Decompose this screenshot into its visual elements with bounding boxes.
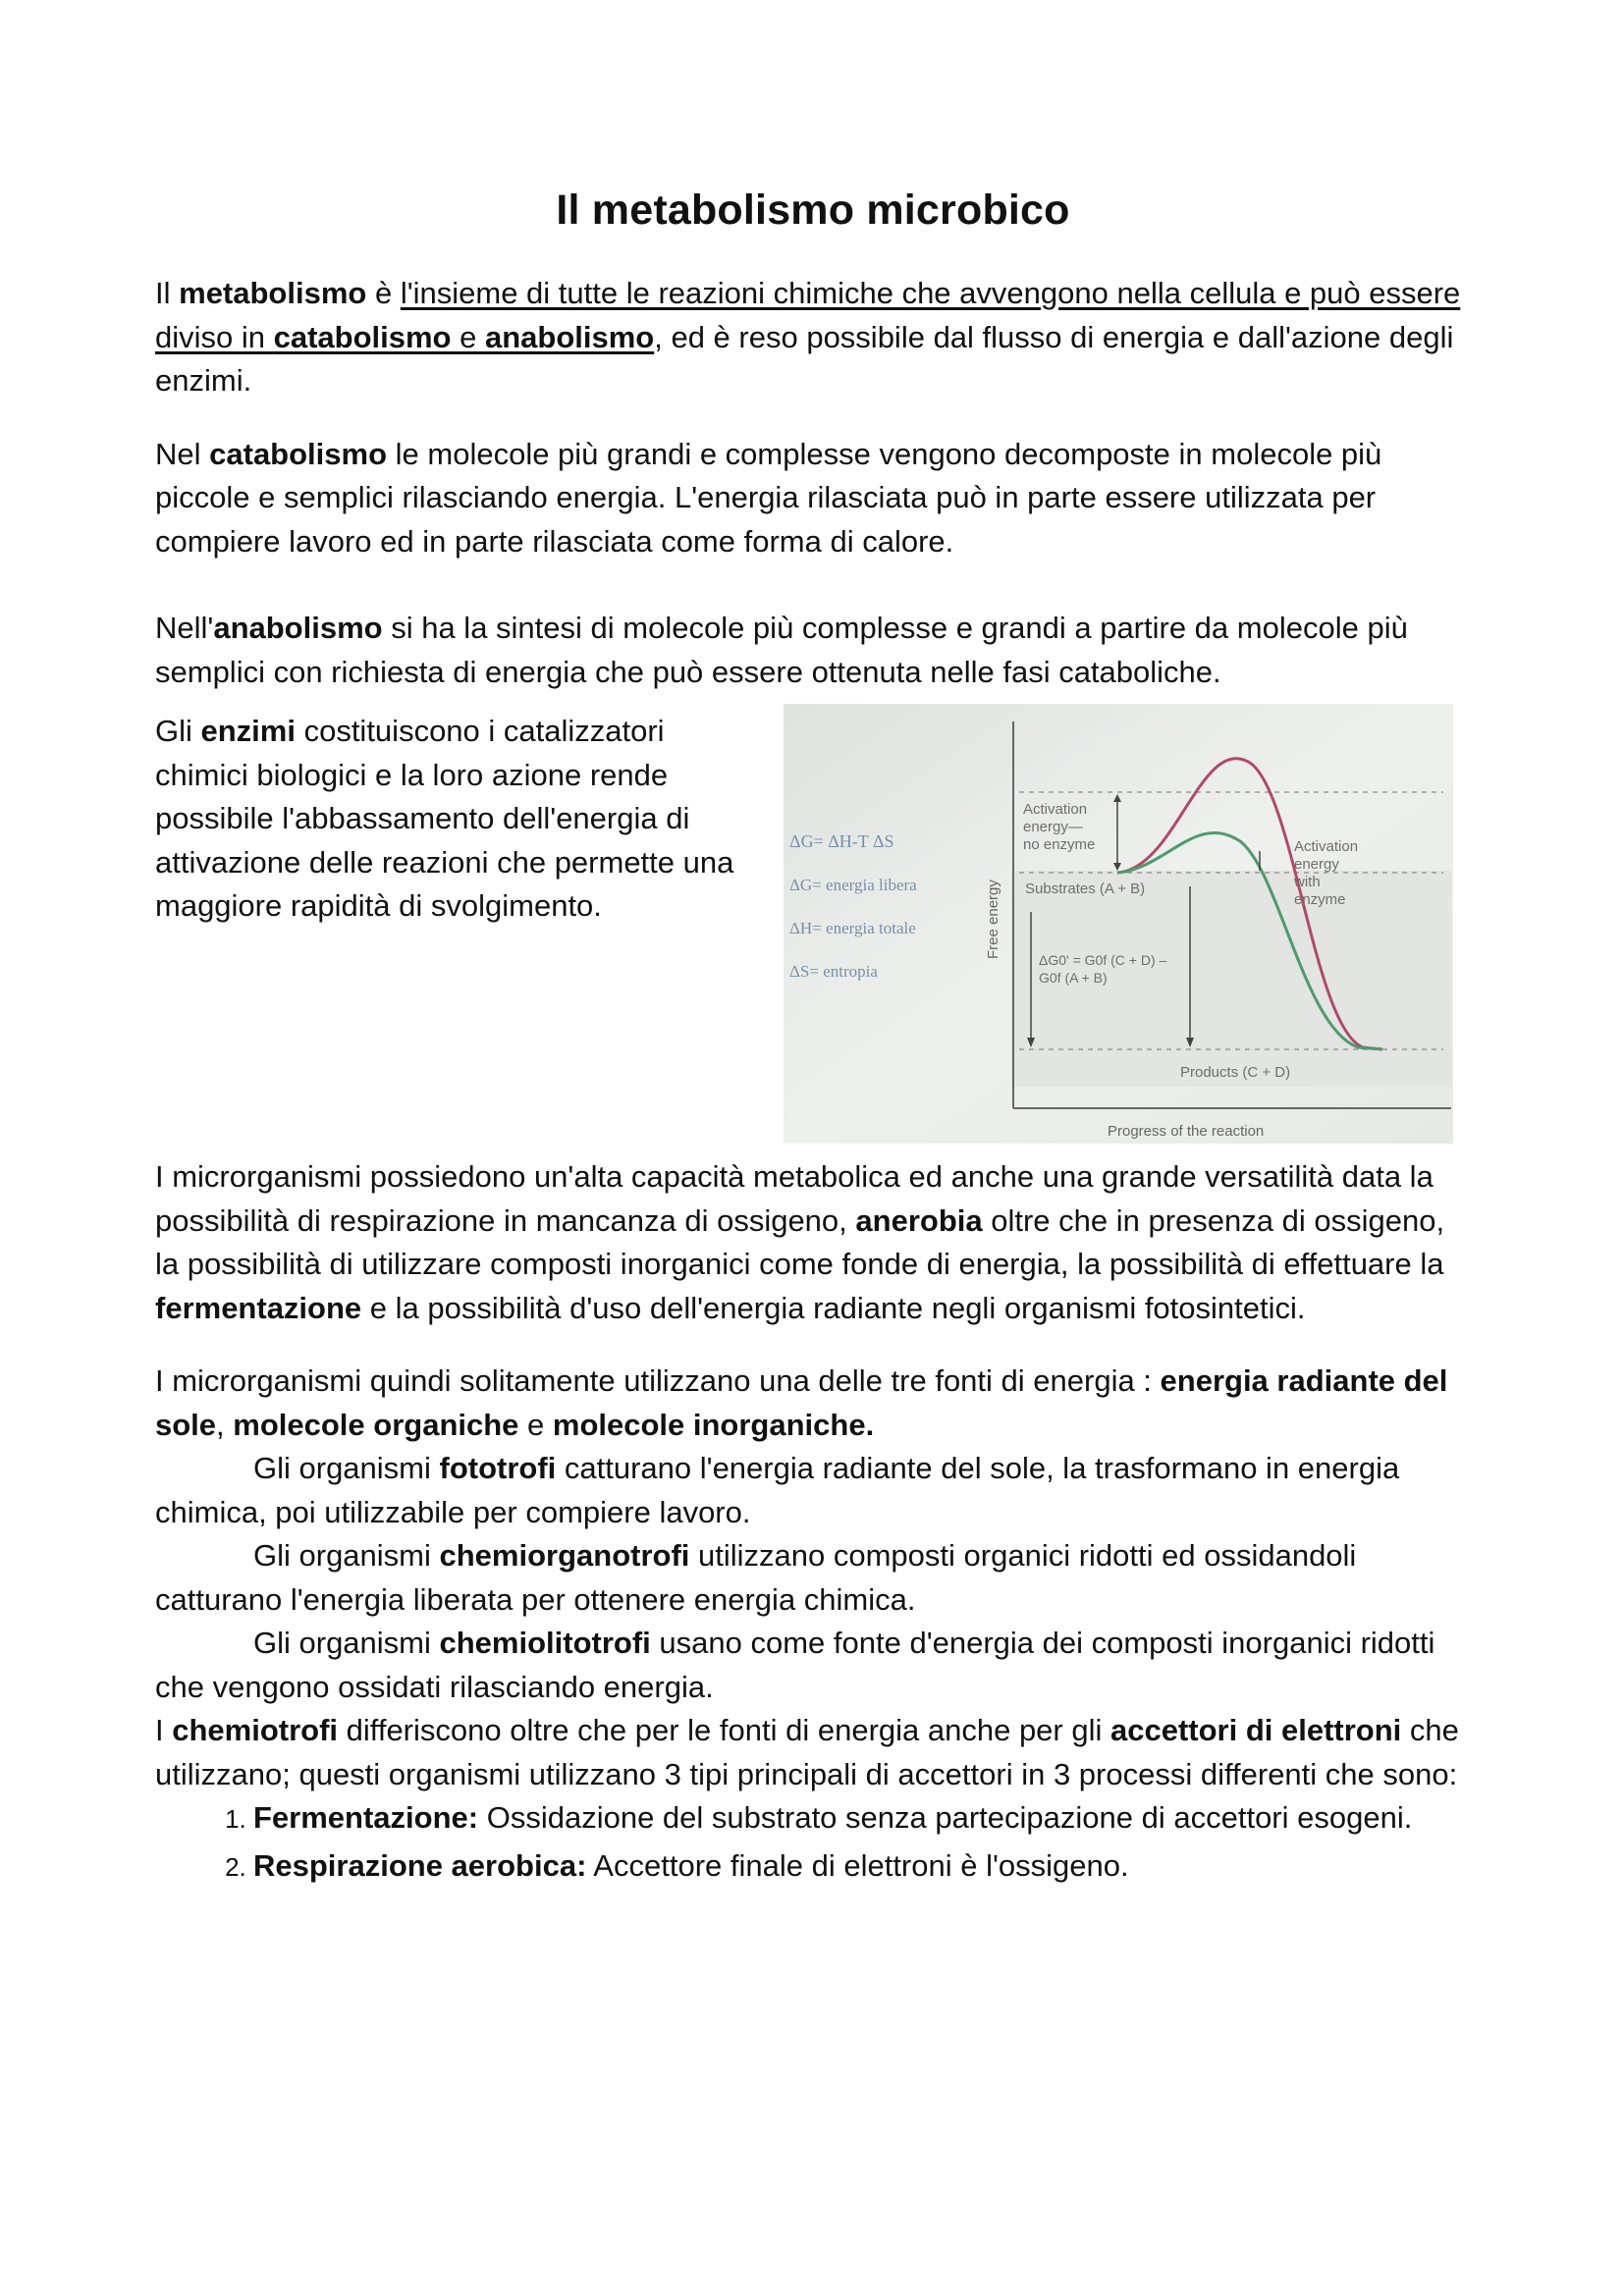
paragraph-enzymes: Gli enzimi costituiscono i catalizzatori chimici biologici e la loro azione rende possibile l'abbassamento dell'energia di attivazione delle reazioni che permette una maggiore rapidità di svolgimento. [155,714,734,923]
y-axis-label: Free energy [985,880,1001,959]
activation-enzyme-4: enzyme [1294,891,1346,908]
document-page [155,187,1471,1892]
enzyme-section [155,710,1471,1144]
acceptor-process-list [155,1796,1471,1888]
legend-line-3: ΔH= energia totale [789,919,916,937]
paragraph-catabolism: Nel catabolismo le molecole più grandi e complesse vengono decomposte in molecole più piccole e semplici rilasciando energia. L'energia rilasciata può in parte essere utilizzata per compiere lavoro ed in parte rilasciata come forma di calore. [155,436,1382,559]
paragraph-phototrophs: Gli organismi fototrofi catturano l'energia radiante del sole, la trasformano in energia chimica, poi utilizzabile per compiere lavoro. [155,1451,1400,1529]
x-axis-label: Progress of the reaction [1108,1123,1265,1140]
legend-line-4: ΔS= entropia [789,962,878,981]
legend-line-1: ΔG= ΔH-T ΔS [789,831,894,851]
paragraph-energy-sources: I microrganismi quindi solitamente utilizzano una delle tre fonti di energia : energia radiante del sole, molecole organiche e molecole inorganiche. [155,1363,1448,1442]
activation-energy-figure [784,704,1453,1144]
activation-no-enzyme-3: no enzyme [1023,836,1096,853]
activation-enzyme-2: energy [1294,856,1339,873]
page-title: Il metabolismo microbico [556,187,1070,234]
products-label: Products (C + D) [1180,1064,1291,1081]
activation-no-enzyme-2: energy— [1023,819,1083,835]
paragraph-metabolism: Il metabolismo è l'insieme di tutte le reazioni chimiche che avvengono nella cellula e può essere diviso in catabolismo e anabolismo, ed è reso possibile dal flusso di energia e dall'azione degli enzimi. [155,276,1461,398]
substrates-label: Substrates (A + B) [1025,881,1146,897]
list-item: 1. Fermentazione: Ossidazione del substrato senza partecipazione di accettori esogeni. [253,1796,1471,1841]
paragraph-chemolithotrophs: Gli organismi chemiolitotrofi usano come fonte d'energia dei composti inorganici ridotti che vengono ossidati rilasciando energia. [155,1626,1435,1704]
paragraph-chemotrophs: I chemiotrofi differiscono oltre che per le fonti di energia anche per gli accettori di elettroni che utilizzano; questi organismi utilizzano 3 tipi principali di accettori in 3 processi differenti che sono: [155,1713,1459,1791]
activation-no-enzyme-1: Activation [1023,801,1088,818]
activation-enzyme-1: Activation [1294,838,1359,855]
paragraph-chemoorganotrophs: Gli organismi chemiorganotrofi utilizzano composti organici ridotti ed ossidandoli catturano l'energia liberata per ottenere energia chimica. [155,1538,1357,1617]
delta-g-line-1: ΔG0' = G0f (C + D) – [1039,952,1167,968]
legend-line-2: ΔG= energia libera [789,876,917,894]
delta-g-line-2: G0f (A + B) [1039,970,1108,986]
paragraph-anabolism: Nell'anabolismo si ha la sintesi di molecole più complesse e grandi a partire da molecole più semplici con richiesta di energia che può essere ottenuta nelle fasi cataboliche. [155,611,1408,689]
activation-energy-diagram [784,704,1453,1144]
activation-enzyme-3: with [1294,874,1321,890]
paragraph-microorganisms: I microrganismi possiedono un'alta capacità metabolica ed anche una grande versatilità data la possibilità di respirazione in mancanza di ossigeno, anerobia oltre che in presenza di ossigeno, la possibilità di utilizzare composti inorganici come fonde di energia, la possibilità di effettuare la fermentazione e la possibilità d'uso dell'energia radiante negli organismi fotosintetici. [155,1159,1445,1325]
list-item: 2. Respirazione aerobica: Accettore finale di elettroni è l'ossigeno. [253,1844,1471,1889]
